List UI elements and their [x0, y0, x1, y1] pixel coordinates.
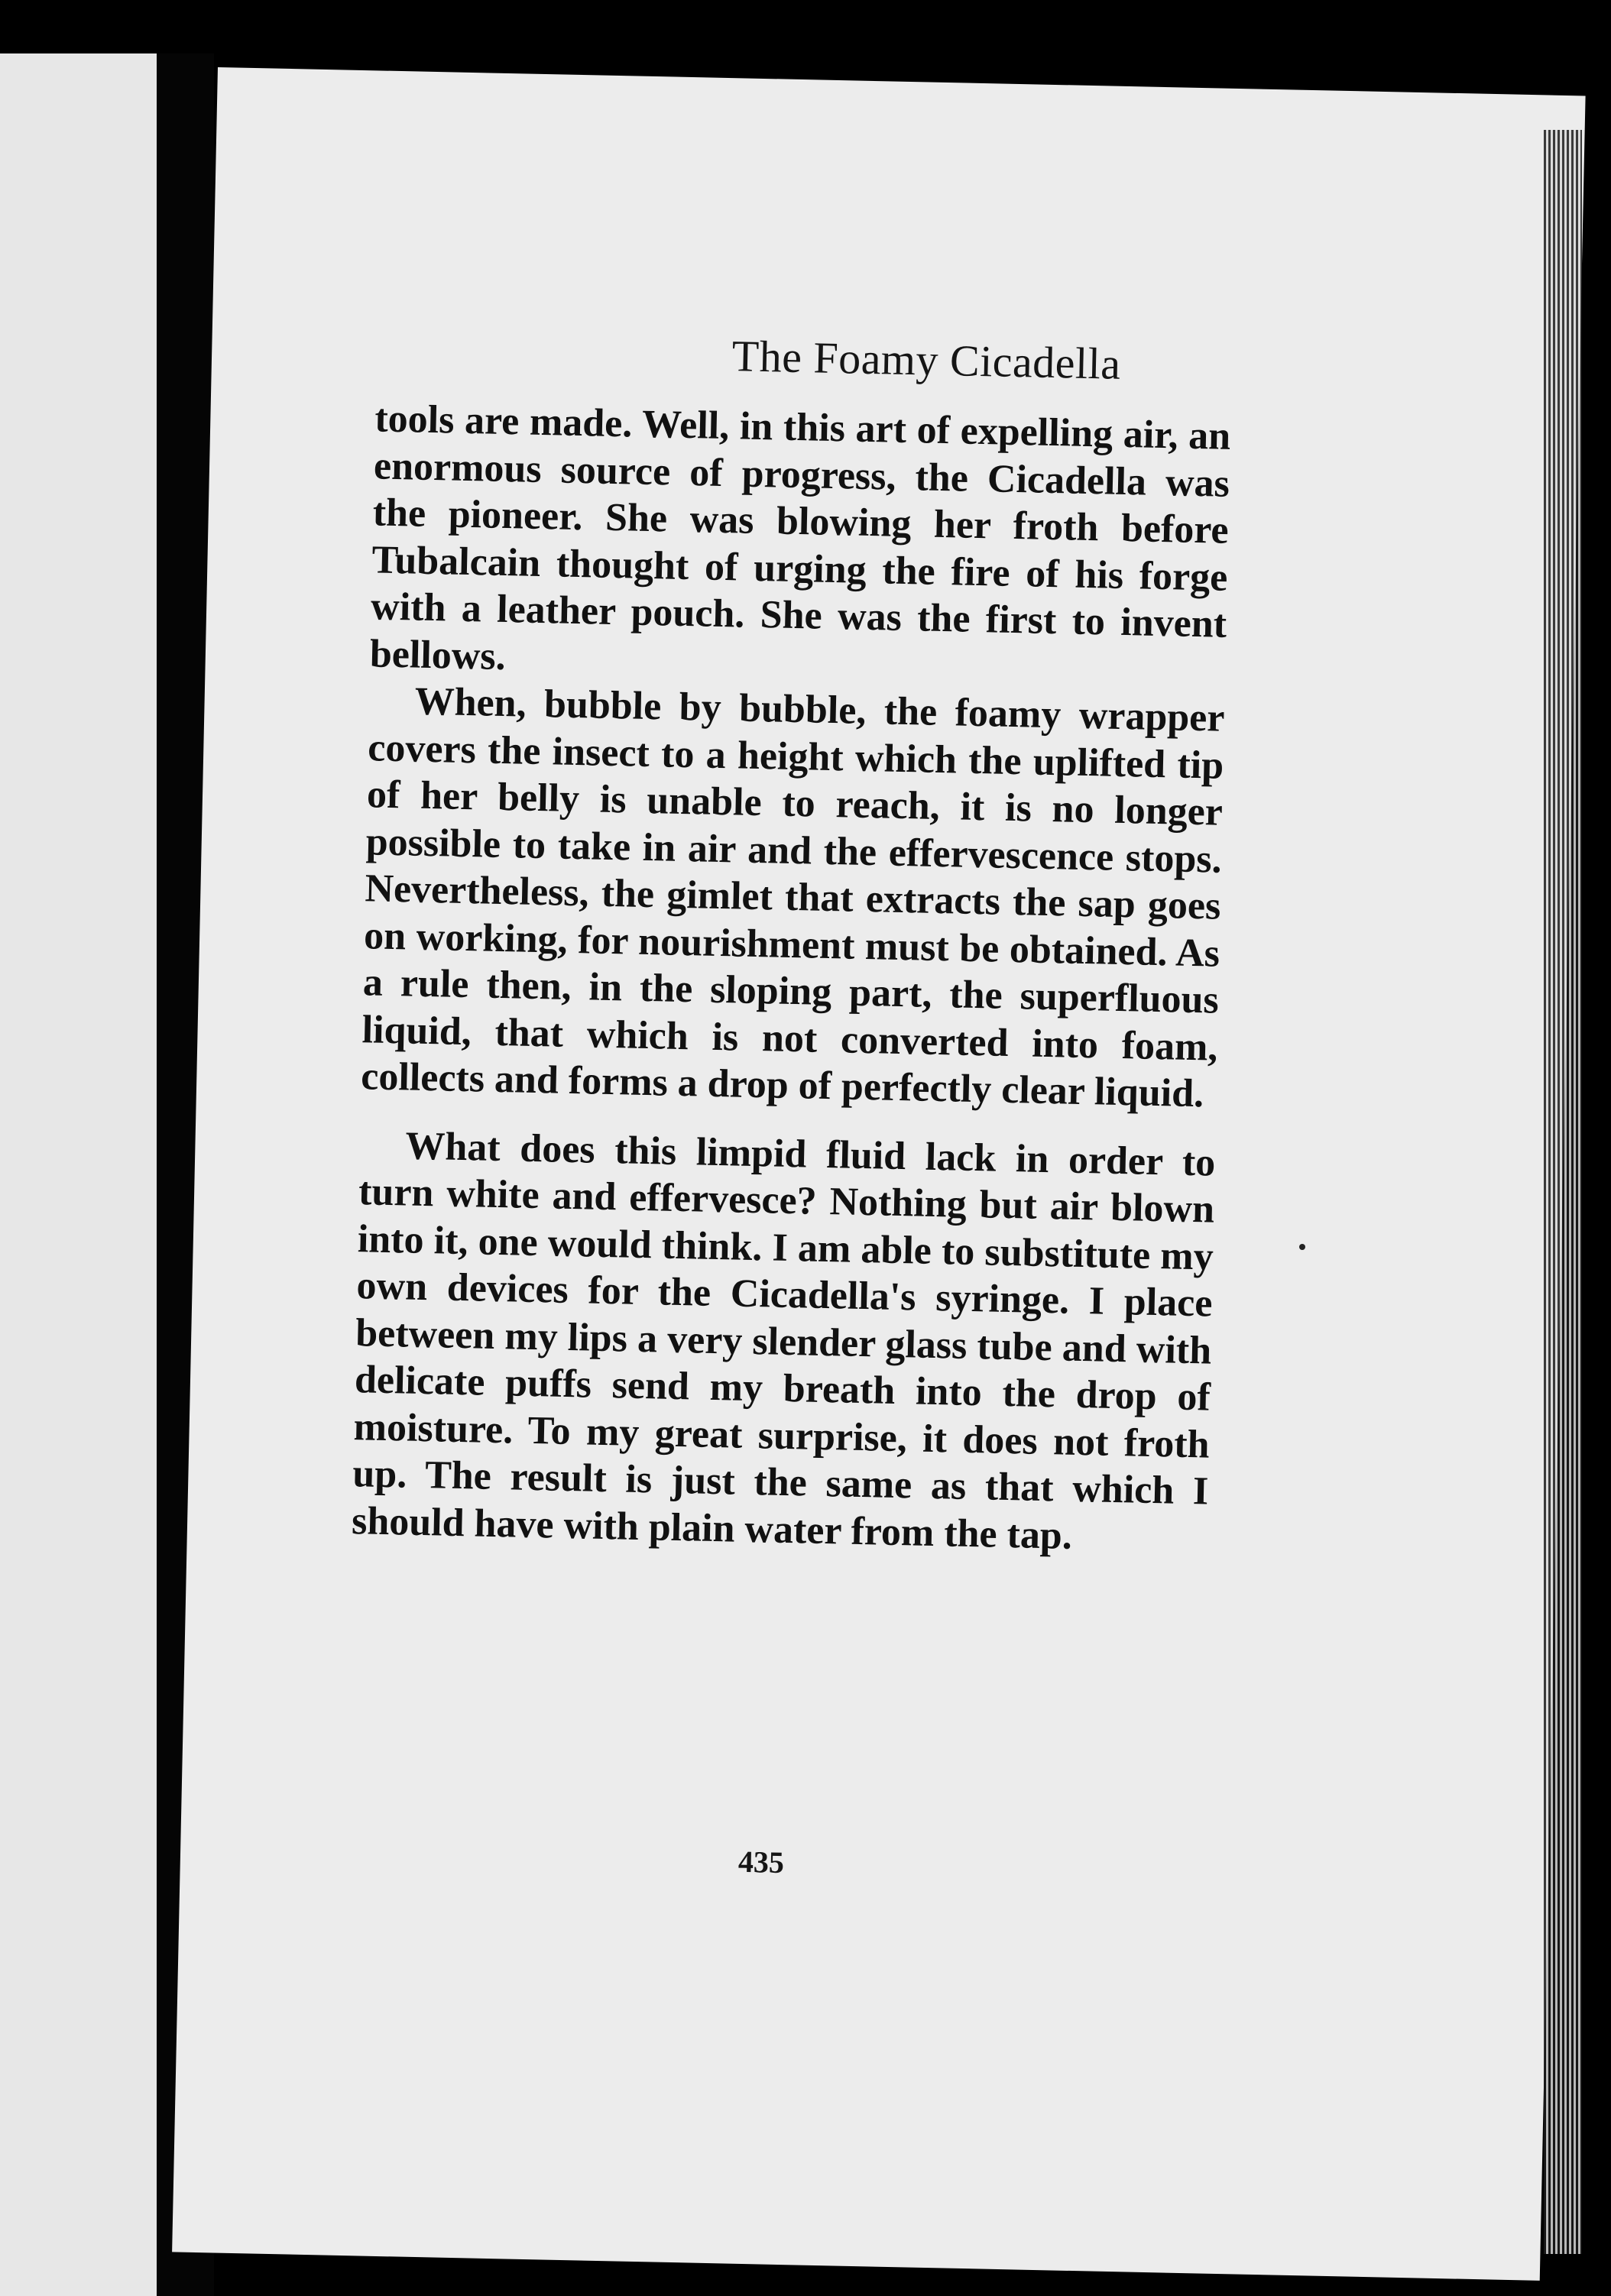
page-body [352, 395, 1231, 1562]
paragraph-3: What does this limpid fluid lack in order to turn white and effervesce? Nothing but air blown into it, one would think. I am able to substitute my own devices for the Cicadella's syringe. I place between my lips a very slender glass tube and with delicate puffs send my breath into the drop of moisture. To my great surprise, it does not froth up. The result is just the same as that which I should have with plain water from the tap. [351, 1123, 1216, 1558]
paragraph-1: tools are made. Well, in this art of expelling air, an enormous source of progress, the Cicadella was the pioneer. She was blowing her froth before Tubalcain thought of urging the fire of his forge with a leather pouch. She was the first to invent bellows. [369, 397, 1231, 678]
dust-speck [1299, 1244, 1305, 1250]
page-number: 435 [737, 1844, 785, 1880]
page-stack-edge [1544, 130, 1582, 2254]
facing-page-edge [0, 53, 157, 2296]
running-head: The Foamy Cicadella [731, 331, 1122, 389]
book-page [172, 67, 1586, 2281]
paragraph-2: When, bubble by bubble, the foamy wrapper covers the insect to a height which the uplifted tip of her belly is unable to reach, it is no longer possible to take in air and the effervescence stops. Nevertheless, the gimlet that extracts the sap goes on working, for nourishment must be obtained. As a rule then, in the sloping part, the superfluous liquid, that which is not converted into foam, collects and forms a drop of perfectly clear liquid. [360, 679, 1226, 1116]
